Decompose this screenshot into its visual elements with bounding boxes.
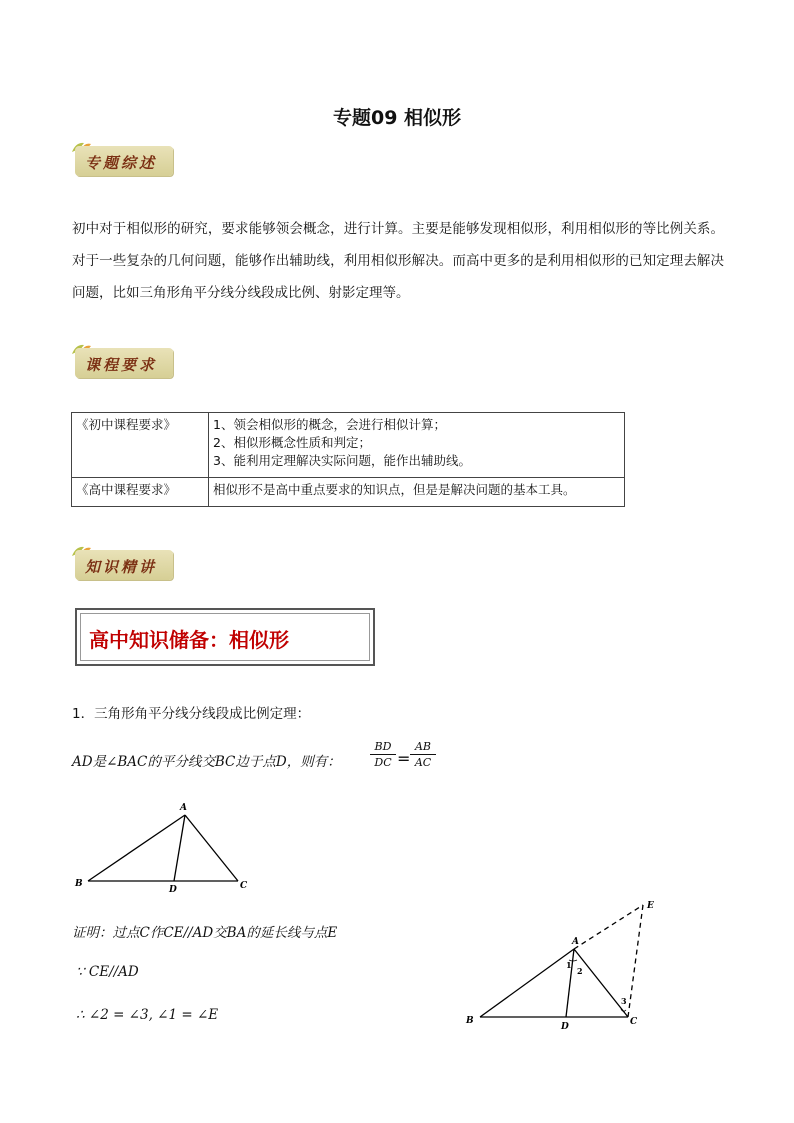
table-cell-label: 《高中课程要求》: [72, 478, 209, 507]
list-item: 相似形不是高中重点要求的知识点，但是是解决问题的基本工具。: [213, 482, 576, 497]
table-row: [72, 413, 625, 478]
label-a: A: [180, 803, 187, 813]
fraction-ab-ac: [410, 740, 436, 769]
equals-sign: =: [397, 749, 411, 768]
label-c: C: [240, 881, 248, 891]
triangle-figure-2: [460, 896, 670, 1036]
table-cell-content: [209, 413, 625, 478]
table-cell-label: 《初中课程要求》: [72, 413, 209, 478]
section-title: 高中知识储备：相似形: [89, 628, 289, 652]
badge-label: 课程要求: [85, 356, 158, 374]
angle-label-3: 3: [621, 996, 627, 1006]
list-item: 3、能利用定理解决实际问题，能作出辅助线。: [213, 453, 471, 468]
badge-label: 专题综述: [85, 154, 158, 172]
fraction-numerator: AB: [414, 740, 432, 753]
proof-line-3: ∴ ∠2 = ∠3, ∠1 = ∠E: [76, 1007, 219, 1023]
section-badge-knowledge: [75, 550, 173, 580]
proof-line-2: ∵ CE//AD: [76, 964, 139, 980]
label-b: B: [466, 1016, 474, 1026]
label-d: D: [169, 885, 177, 895]
list-item: 1、领会相似形的概念，会进行相似计算；: [213, 417, 446, 432]
table-cell-content: [209, 478, 625, 507]
angle-label-1: 1: [566, 960, 572, 970]
badge-label: 知识精讲: [85, 558, 158, 576]
theorem-title: 1．三角形角平分线分线段成比例定理：: [72, 706, 311, 722]
label-d: D: [561, 1022, 569, 1032]
angle-label-2: 2: [577, 966, 583, 976]
fraction-numerator: BD: [374, 740, 392, 753]
label-c: C: [630, 1017, 638, 1027]
page-title: 专题09 相似形: [332, 107, 462, 129]
fraction-denominator: AC: [414, 756, 432, 769]
section-title-box: [75, 608, 375, 666]
section-badge-requirements: [75, 348, 173, 378]
section-badge-overview: [75, 146, 173, 176]
label-b: B: [75, 879, 83, 889]
list-item: 2、相似形概念性质和判定；: [213, 435, 371, 450]
label-e: E: [647, 901, 654, 911]
triangle-figure-1: [70, 798, 260, 898]
theorem-statement: AD是∠BAC的平分线交BC边于点D，则有：: [72, 754, 341, 770]
fraction-bd-dc: [370, 740, 396, 769]
label-a: A: [572, 937, 579, 947]
requirements-table: [71, 412, 625, 507]
overview-paragraph: 初中对于相似形的研究，要求能够领会概念，进行计算。主要是能够发现相似形，利用相似形的等比例关系。对于一些复杂的几何问题，能够作出辅助线，利用相似形解决。而高中更多的是利用相似形的已知定理去解决问题，比如三角形角平分线分线段成比例、射影定理等。: [72, 221, 724, 301]
proof-line-1: 证明：过点C作CE//AD交BA的延长线与点E: [72, 925, 338, 941]
fraction-denominator: DC: [374, 756, 392, 769]
table-row: [72, 478, 625, 507]
